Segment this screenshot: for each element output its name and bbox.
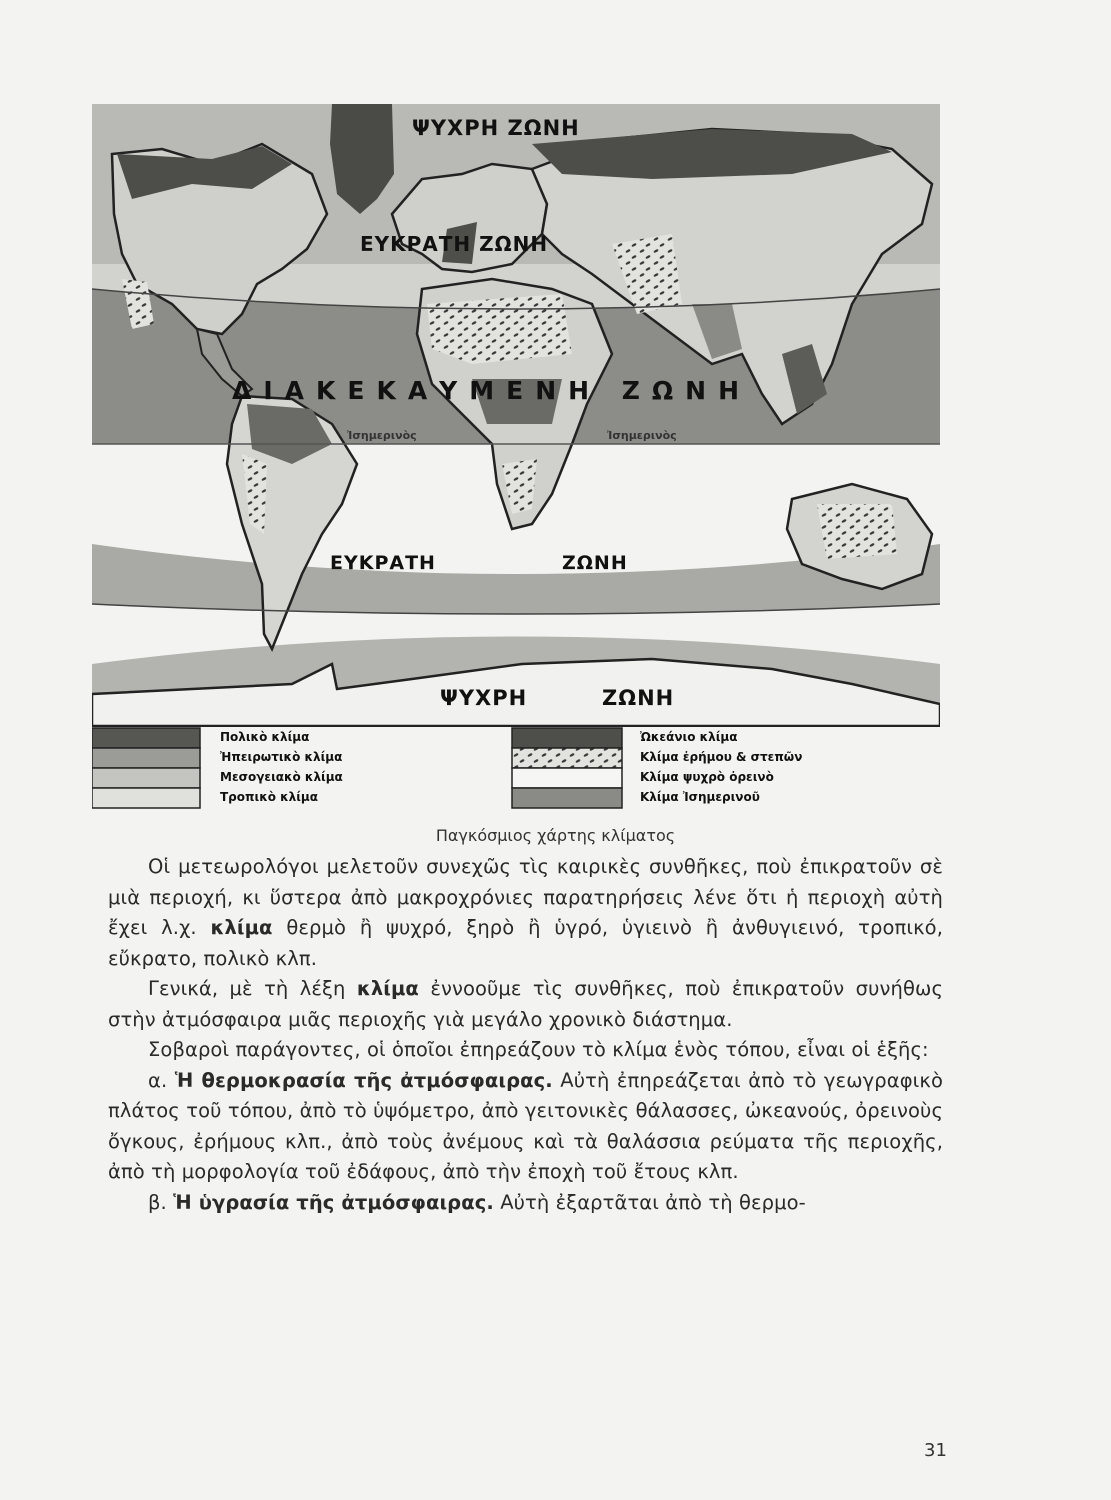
zone-label-torrid: ΔΙΑΚΕΚΑΥΜΕΝΗ ΖΩΝΗ <box>232 376 752 405</box>
paragraph-4-letter: α. <box>148 1068 175 1092</box>
paragraph-5-text: Αὐτὴ ἐξαρτᾶται ἀπὸ τὴ θερμο- <box>493 1190 806 1214</box>
legend-label-cold-mountain: Κλίμα ψυχρὸ ὀρεινὸ <box>640 770 774 784</box>
paragraph-2-term: κλίμα <box>356 977 419 1000</box>
body-text <box>108 852 943 1218</box>
paragraph-2-text-b: ἐννοοῦμε τὶς συνθῆκες, ποὺ ἐπικρατοῦν συνήθως στὴν ἀτμόσφαιρα μιᾶς περιοχῆς γιὰ μεγάλο χρονικὸ διάστημα. <box>108 977 943 1031</box>
legend-label-polar: Πολικὸ κλίμα <box>220 730 310 744</box>
paragraph-5-heading: Ἡ ὑγρασία τῆς ἀτμόσφαιρας. <box>173 1190 494 1214</box>
paragraph-2 <box>108 974 943 1035</box>
map-drawing <box>92 104 940 834</box>
paragraph-4-text: Αὐτὴ ἐπηρεάζεται ἀπὸ τὸ γεωγραφικὸ πλάτος τοῦ τόπου, ἀπὸ τὸ ὑψόμετρο, ἀπὸ γειτονικὲς θάλασσες, ὠκεανούς, ὀρεινοὺς ὄγκους, ἐρήμους κλπ., ἀπὸ τοὺς ἀνέμους καὶ τὰ θαλάσσια ρεύματα τῆς περιοχῆς, ἀπὸ τὴ μορφολογία τοῦ ἐδάφους, ἀπὸ τὴν ἐποχὴ τοῦ ἔτους κλπ. <box>108 1068 943 1183</box>
zone-label-cold-north: ΨΥΧΡΗ ΖΩΝΗ <box>412 116 580 140</box>
paragraph-1 <box>108 852 943 974</box>
zone-label-temperate-south-2: ΖΩΝΗ <box>562 552 628 574</box>
paragraph-2-text-a: Γενικά, μὲ τὴ λέξη <box>148 977 357 1000</box>
legend-swatch-cold-mountain <box>512 768 622 788</box>
legend-label-continental: Ἠπειρωτικὸ κλίμα <box>220 750 343 764</box>
paragraph-5-letter: β. <box>148 1190 174 1214</box>
legend-label-oceanic: Ὠκεάνιο κλίμα <box>640 730 738 744</box>
equator-label-west: Ἰσημερινὸς <box>347 429 417 442</box>
paragraph-4-heading: Ἡ θερμοκρασία τῆς ἀτμόσφαιρας. <box>174 1068 553 1092</box>
page-number: 31 <box>924 1440 947 1461</box>
legend-swatch-mediterranean <box>92 768 200 788</box>
legend-swatch-oceanic <box>512 728 622 748</box>
legend-swatch-continental <box>92 748 200 768</box>
legend-label-tropical: Τροπικὸ κλίμα <box>220 790 319 804</box>
paragraph-5 <box>108 1188 943 1219</box>
climate-world-map <box>92 104 940 834</box>
legend-swatch-equatorial <box>512 788 622 808</box>
paragraph-1-text-b: θερμὸ ἢ ψυχρό, ξηρὸ ἢ ὑγρό, ὑγιεινὸ ἢ ἀνθυγιεινό, τροπικό, εὔκρατο, πολικὸ κλπ. <box>108 916 943 970</box>
paragraph-3: Σοβαροὶ παράγοντες, οἱ ὁποῖοι ἐπηρεάζουν τὸ κλίμα ἑνὸς τόπου, εἶναι οἱ ἑξῆς: <box>148 1038 929 1061</box>
paragraph-4 <box>108 1066 943 1188</box>
legend-swatch-polar <box>92 728 200 748</box>
legend-label-equatorial: Κλίμα Ἰσημερινοῦ <box>640 790 760 804</box>
paragraph-1-term: κλίμα <box>210 916 273 939</box>
legend-swatch-desert <box>512 748 622 768</box>
legend-swatch-tropical <box>92 788 200 808</box>
paragraph-1-text-a: Οἱ μετεωρολόγοι μελετοῦν συνεχῶς τὶς καιρικὲς συνθῆκες, ποὺ ἐπικρατοῦν σὲ μιὰ περιοχή, κι ὕστερα ἀπὸ μακροχρόνιες παρατηρήσεις λένε ὅτι ἡ περιοχὴ αὐτὴ ἔχει λ.χ. <box>108 855 943 939</box>
zone-label-temperate-north: ΕΥΚΡΑΤΗ ΖΩΝΗ <box>360 232 549 256</box>
zone-label-temperate-south-1: ΕΥΚΡΑΤΗ <box>330 552 436 574</box>
figure-caption: Παγκόσμιος χάρτης κλίματος <box>435 826 676 845</box>
zone-label-cold-south-1: ΨΥΧΡΗ <box>440 686 528 710</box>
legend-label-desert: Κλίμα ἐρήμου & στεπῶν <box>640 750 803 764</box>
zone-label-cold-south-2: ΖΩΝΗ <box>602 686 675 710</box>
legend-label-mediterranean: Μεσογειακὸ κλίμα <box>220 770 343 784</box>
equator-label-east: Ἰσημερινὸς <box>607 429 677 442</box>
